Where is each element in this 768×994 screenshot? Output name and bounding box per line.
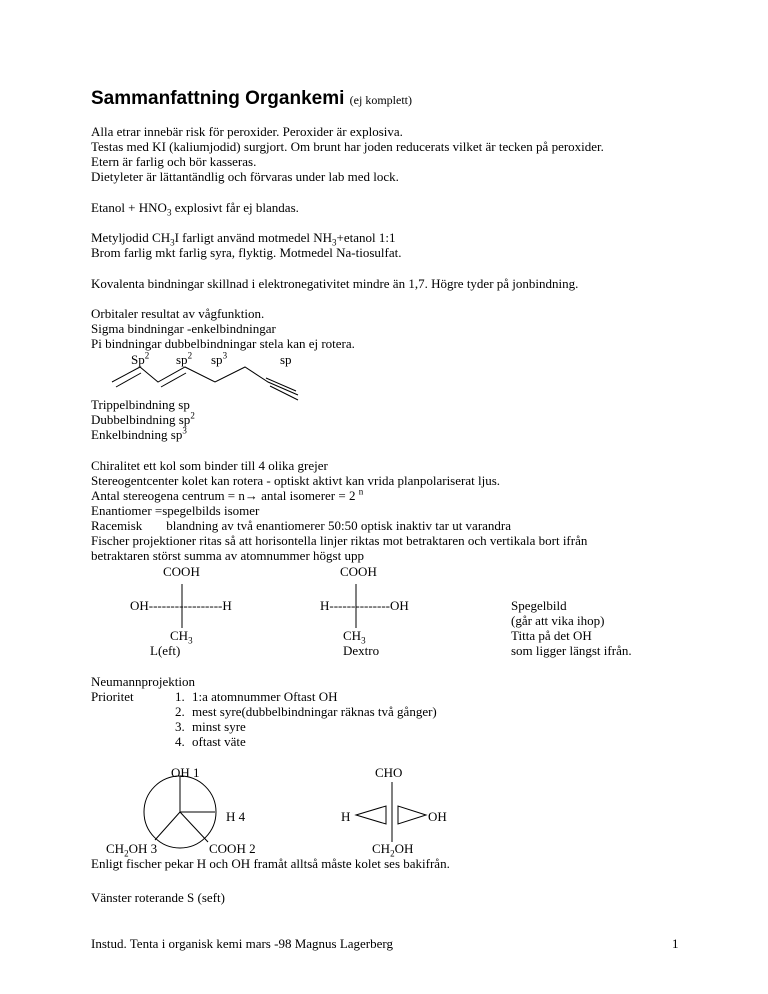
text-line: Enantiomer =spegelbilds isomer — [91, 503, 260, 518]
text-line: Pi bindningar dubbelbindningar stela kan ej rotera. — [91, 336, 355, 351]
text-line: Chiralitet ett kol som binder till 4 olika grejer — [91, 458, 328, 473]
newman-heading: Neumannprojektion — [91, 674, 195, 689]
footer-text: Instud. Tenta i organisk kemi mars -98 Magnus Lagerberg — [91, 936, 394, 951]
fischer-right-bottom: $CH_3$ — [343, 628, 366, 646]
fischer-right-top: COOH — [340, 564, 377, 579]
newman-label-cooh2: COOH 2 — [209, 841, 256, 856]
mirror-note: (går att vika ihop) — [511, 613, 605, 628]
wedge-label-oh: OH — [428, 809, 447, 824]
text-line: Testas med KI (kaliumjodid) surgjort. Om brunt har joden reducerats vilket är tecken på peroxider. — [91, 139, 604, 154]
wedge-label-h: H — [341, 809, 351, 824]
wedge-right — [398, 806, 426, 824]
mirror-note: Titta på det OH — [511, 628, 592, 643]
double-bond-line — [161, 373, 186, 387]
binding-line: Enkelbindning $sp^3$ — [91, 425, 187, 442]
text-line: Etern är farlig och bör kasseras. — [91, 154, 257, 169]
fischer-left-row: OH-----------------H — [130, 598, 232, 613]
priority-label: Prioritet — [91, 689, 134, 704]
title-main: Sammanfattning Organkemi — [91, 88, 345, 109]
text-line-brom: Brom farlig mkt farlig syra, flyktig. Motmedel Na-tiosulfat. — [91, 245, 402, 260]
hybrid-label: sp — [280, 352, 292, 367]
carbon-chain — [112, 367, 298, 395]
double-bond-line — [116, 373, 141, 387]
newman-label-ch2oh: $CH_2OH$ 3 — [106, 841, 158, 859]
triple-bond-line — [266, 378, 296, 391]
priority-item: 4. oftast väte — [175, 734, 246, 749]
newman-bond — [180, 812, 208, 842]
fischer-left-name: L(eft) — [150, 643, 181, 658]
wedge-left — [356, 806, 386, 824]
text-line: Stereogentcenter kolet kan rotera - optiskt aktivt kan vrida planpolariserat ljus. — [91, 473, 501, 488]
hybrid-label: Sp$^2$ — [131, 350, 150, 367]
text-line-metyljodid: Metyljodid $CH_3I$ farligt använd motmedel $NH_3+etanol$ 1:1 — [91, 230, 396, 248]
mirror-note: Spegelbild — [511, 598, 567, 613]
fischer-right-row: H--------------OH — [320, 598, 409, 613]
binding-line: Trippelbindning sp — [91, 397, 190, 412]
text-line-etanol: Etanol + $HNO_3$ explosivt får ej blandas. — [91, 200, 299, 218]
fischer-left-bottom: $CH_3$ — [170, 628, 193, 646]
wedge-label-ch2oh: $CH_2OH$ — [372, 841, 414, 859]
wedge-label-cho: CHO — [375, 765, 403, 780]
fischer-right-name: Dextro — [343, 643, 380, 658]
text-line-kovalent: Kovalenta bindningar skillnad i elektronegativitet mindre än 1,7. Högre tyder på jonbindning. — [91, 276, 579, 291]
binding-line: Dubbelbindning $sp^2$ — [91, 410, 195, 427]
text-line: Sigma bindningar -enkelbindningar — [91, 321, 276, 336]
newman-label-h4: H 4 — [226, 809, 246, 824]
newman-bond — [155, 812, 180, 840]
mirror-note: som ligger längst ifrån. — [511, 643, 632, 658]
text-line: Dietyleter är lättantändlig och förvaras under lab med lock. — [91, 169, 399, 184]
title-subtitle: (ej komplett) — [349, 93, 412, 107]
text-line-fischer-note: Enligt fischer pekar H och OH framåt alltså måste kolet ses bakifrån. — [91, 856, 450, 871]
hybrid-label: $sp^2$ — [176, 350, 193, 367]
text-line-racemisk: Racemisk blandning av två enantiomerer 50:50 optisk inaktiv tar ut varandra — [91, 518, 512, 533]
priority-item: 1. 1:a atomnummer Oftast OH — [175, 689, 338, 704]
text-line: Fischer projektioner ritas så att horisontella linjer riktas mot betraktaren och vertikala bort ifrån — [91, 533, 588, 548]
text-line: betraktaren störst summa av atomnummer högst upp — [91, 548, 364, 563]
priority-item: 2. mest syre(dubbelbindningar räknas två gånger) — [175, 704, 437, 719]
hybrid-label: $sp^3$ — [211, 350, 228, 367]
priority-item: 3. minst syre — [175, 719, 246, 734]
text-line: Orbitaler resultat av vågfunktion. — [91, 306, 265, 321]
page-number: 1 — [672, 936, 679, 951]
newman-label-oh1: OH 1 — [171, 765, 200, 780]
text-line-stereogena: Antal stereogena centrum = n→ antal isomerer = 2 $^n$ — [91, 486, 364, 503]
text-line-vanster: Vänster roterande S (seft) — [91, 890, 225, 905]
text-line: Alla etrar innebär risk för peroxider. Peroxider är explosiva. — [91, 124, 403, 139]
fischer-left-top: COOH — [163, 564, 200, 579]
arrow-icon: → — [244, 488, 258, 503]
